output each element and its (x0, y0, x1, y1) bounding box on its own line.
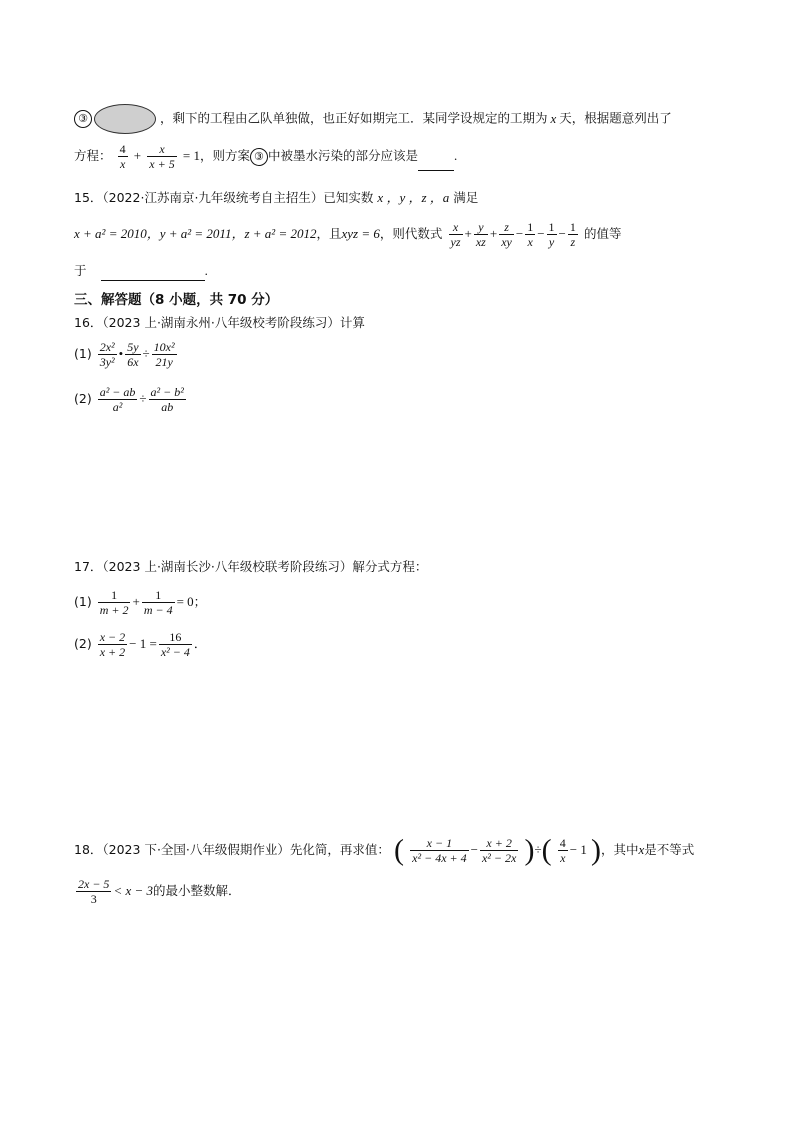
q17-part1: (1) $\frac{1}{m + 2}$ + $\frac{1}{m - 4}$ = 0； (74, 588, 207, 617)
q16-part1: (1) $\frac{\text{2x²}}{\text{3y²}}$ • $\frac{5y}{6x}$ ÷ $\frac{\text{10x²}}{21y}$ (74, 340, 175, 369)
fraction: $\frac{1}{y}$ (548, 220, 555, 249)
q15-header: 15．（2022·江苏南京·九年级统考自主招生）已知实数 x ，y ，z ，a 满足 (74, 190, 479, 205)
answer-blank[interactable] (418, 156, 454, 171)
q17-part2: (2) $\frac{x - 2}{x + 2}$ − 1 = $\frac{16}{\text{x² − 4}}$ ． (74, 630, 207, 659)
q18-line2: $\frac{2x - 5}{3}$ < x − 3的最小整数解． (78, 877, 241, 906)
fraction: $\frac{z}{xy}$ (501, 220, 512, 249)
circle-three-icon: ③ (74, 110, 92, 128)
section-title: 三、解答题（8 小题，共 70 分） (74, 292, 279, 308)
fraction: $\frac{x}{yz}$ (450, 220, 461, 249)
q14-line1: ③ ，剩下的工程由乙队单独做，也正好如期完工．某同学设规定的工期为 x 天，根据题意列出了 (74, 104, 672, 134)
fraction: $\frac{y}{xz}$ (475, 220, 486, 249)
fraction: $\frac{x}{x + 5}$ (149, 142, 175, 171)
fraction: $\frac{1}{z}$ (569, 220, 576, 249)
answer-blank[interactable] (101, 266, 205, 281)
q16-header: 16．（2023 上·湖南永州·八年级校考阶段练习）计算 (74, 315, 365, 330)
q15-conditions: x + a² = 2010，y + a² = 2011，z + a² = 2012，且xyz = 6，则代数式 $\frac{x}{yz}$ + $\frac{y}{xz}$ + $\frac{z}{xy}$ − $\frac{1}{x}$ − $\frac{1}{y}$ − $\frac{1}{z}$ 的值等 (74, 220, 622, 249)
operator: + (464, 226, 472, 241)
q15-expression (447, 220, 580, 249)
operator: − (537, 226, 545, 241)
q17-header: 17．（2023 上·湖南长沙·八年级校联考阶段练习）解分式方程： (74, 559, 428, 574)
q18-line1: 18．（2023 下·全国·八年级假期作业）先化简，再求值： ( $\frac{x - 1}{\text{x² − 4x + 4}}$ − $\frac{x + 2}{\text{x² − 2x}}$ )÷( $\frac{4}{x}$ − 1 )，其中x是不等式 (74, 833, 695, 867)
q14-line2: 方程： $\frac{4}{x}$ + $\frac{x}{x + 5}$ = 1，则方案 ③ 中被墨水污染的部分应该是 . (74, 142, 458, 171)
q15-answer-line: 于 . (74, 262, 208, 281)
operator: − (515, 226, 524, 241)
circle-three-icon: ③ (250, 148, 268, 166)
operator: − (558, 226, 566, 241)
fraction: $\frac{4}{x}$ (119, 142, 126, 171)
ink-blot (94, 104, 156, 134)
operator: + (489, 226, 498, 241)
q16-part2: (2) $\frac{\text{a² − ab}}{\text{a²}}$ ÷ $\frac{\text{a² − b²}}{ab}$ (74, 385, 184, 414)
fraction: $\frac{1}{x}$ (527, 220, 534, 249)
